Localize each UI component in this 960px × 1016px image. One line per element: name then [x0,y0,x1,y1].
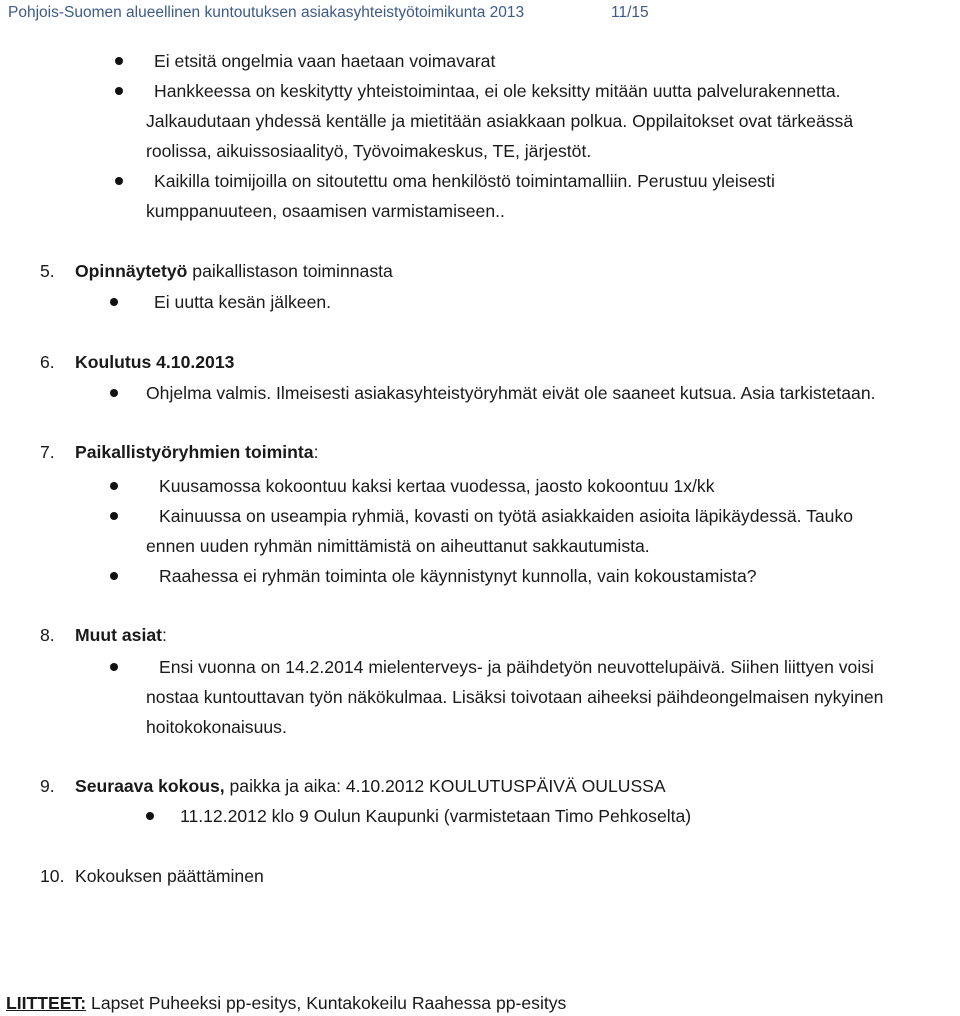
list-item: Kuusamossa kokoontuu kaksi kertaa vuodessa, jaosto kokoontuu 1x/kk [159,476,715,496]
heading-rest: paikallistason toiminnasta [187,261,393,281]
section-heading: Koulutus 4.10.2013 [75,352,235,372]
list-item-continuation: Jalkaudutaan yhdessä kentälle ja mietitään asiakkaan polkua. Oppilaitokset ovat tärkeässä [146,111,854,131]
bullet-icon [110,298,118,306]
list-item-continuation: roolissa, aikuissosiaalityö, Työvoimakeskus, TE, järjestöt. [146,141,592,161]
heading-colon: : [162,625,167,645]
list-item: Hankkeessa on keskitytty yhteistoimintaa, ei ole keksitty mitään uutta palvelurakennetta. [154,81,841,101]
section-number: 10. [40,866,65,886]
bullet-icon [115,87,123,95]
attachments-label: LIITTEET: [6,993,87,1013]
heading-bold: Paikallistyöryhmien toiminta [75,442,314,462]
list-item-continuation: ennen uuden ryhmän nimittämistä on aiheuttanut sakkautumista. [146,536,650,556]
heading-colon: : [313,442,319,462]
bullet-icon [110,663,118,671]
heading-bold: Muut asiat [75,625,162,645]
section-number: 7. [40,442,55,462]
section-number: 9. [40,776,55,796]
page-header [8,4,649,22]
heading-bold: Opinnäytetyö [75,261,188,281]
bullet-icon [115,177,123,185]
list-item: Kaikilla toimijoilla on sitoutettu oma henkilöstö toimintamalliin. Perustuu yleisesti [154,171,775,191]
section-heading [75,775,666,797]
section-number: 5. [40,261,55,281]
list-item: Ei uutta kesän jälkeen. [154,292,332,312]
attachments-line [6,992,566,1014]
bullet-icon [146,812,154,820]
list-item-continuation: hoitokokonaisuus. [146,717,287,737]
heading-bold: Seuraava kokous, [75,776,225,796]
section-heading [75,624,167,646]
page-number: 11/15 [611,4,649,21]
list-item: Kainuussa on useampia ryhmiä, kovasti on työtä asiakkaiden asioita läpikäydessä. Tauko [159,506,854,526]
list-item-continuation: kumppanuuteen, osaamisen varmistamiseen.. [146,201,505,221]
section-heading [75,260,393,282]
bullet-icon [110,482,118,490]
list-item: 11.12.2012 klo 9 Oulun Kaupunki (varmistetaan Timo Pehkoselta) [180,806,692,826]
bullet-icon [115,57,123,65]
bullet-icon [110,389,118,397]
list-item: Ensi vuonna on 14.2.2014 mielenterveys- ja päihdetyön neuvottelupäivä. Siihen liittyen voisi [159,657,874,677]
section-heading [75,441,318,463]
list-item: Raahessa ei ryhmän toiminta ole käynnistynyt kunnolla, vain kokoustamista? [159,566,757,586]
bullet-icon [110,572,118,580]
list-item-continuation: nostaa kuntouttavan työn näkökulmaa. Lisäksi toivotaan aiheeksi päihdeongelmaisen nykyinen [146,687,884,707]
section-number: 6. [40,352,55,372]
section-number: 8. [40,625,55,645]
list-item: Ohjelma valmis. Ilmeisesti asiakasyhteistyöryhmät eivät ole saaneet kutsua. Asia tarkistetaan. [146,383,876,403]
list-item: Ei etsitä ongelmia vaan haetaan voimavarat [154,51,496,71]
section-heading: Kokouksen päättäminen [75,866,264,886]
bullet-icon [110,512,118,520]
heading-rest: paikka ja aika: 4.10.2012 KOULUTUSPÄIVÄ OULUSSA [224,776,666,796]
attachments-text: Lapset Puheeksi pp-esitys, Kuntakokeilu Raahessa pp-esitys [86,993,567,1013]
header-title: Pohjois-Suomen alueellinen kuntoutuksen asiakasyhteistyötoimikunta 2013 [8,4,525,21]
